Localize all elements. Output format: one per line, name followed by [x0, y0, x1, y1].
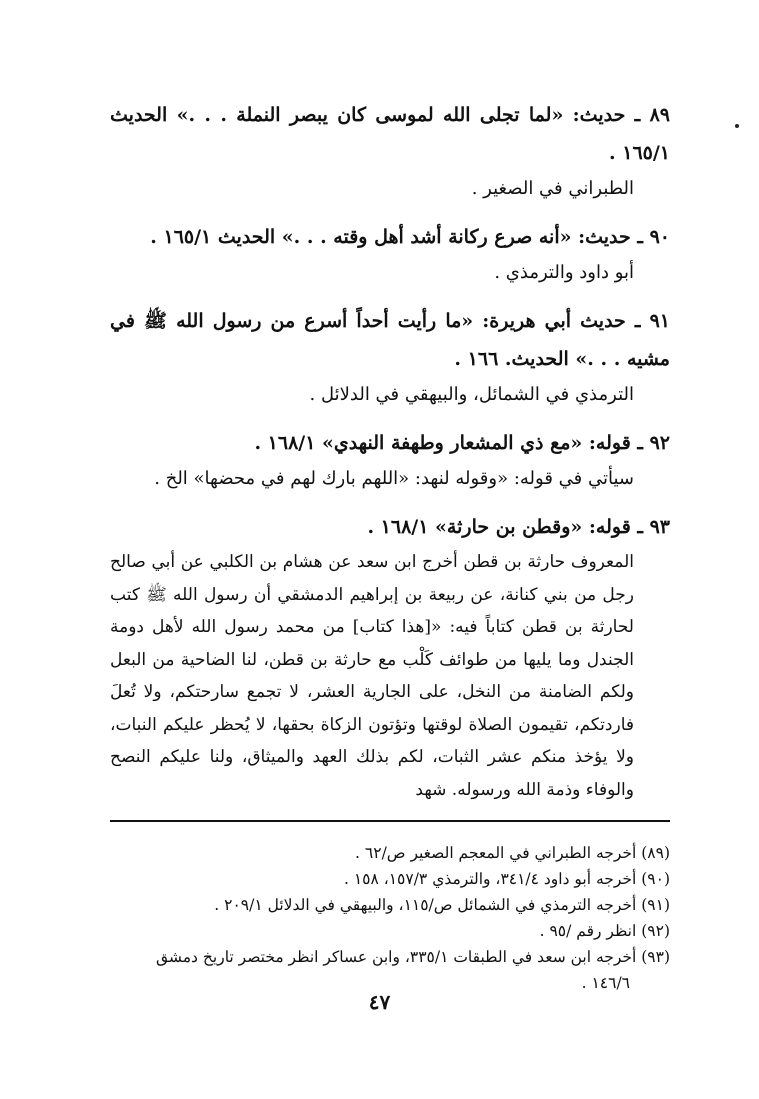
entry-source: الترمذي في الشمائل، والبيهقي في الدلائل . — [309, 384, 634, 405]
footnote-divider — [110, 820, 670, 822]
entry-heading: ٩٣ ـ قوله: «وقطن بن حارثة» ١٦٨/١ . — [367, 516, 670, 538]
entry-heading: ٨٩ ـ حديث: «لما تجلى الله لموسى كان يبصر النملة . . .» الحديث ١٦٥/١ . — [110, 104, 670, 164]
page-content — [110, 96, 670, 996]
margin-mark — [735, 124, 739, 128]
entry-90 — [110, 218, 670, 290]
entry-heading: ٩٢ ـ قوله: «مع ذي المشعار وطهفة النهدي» ١٦٨/١ . — [254, 432, 670, 454]
entry-source: سيأتي في قوله: «وقوله لنهد: «اللهم بارك لهم في محضها» الخ . — [154, 468, 634, 489]
entry-89 — [110, 96, 670, 206]
footnote-91: (٩١) أخرجه الترمذي في الشمائل ص/١١٥، والبيهقي في الدلائل ٢٠٩/١ . — [214, 896, 670, 914]
entry-heading: ٩٠ ـ حديث: «أنه صرع ركانة أشد أهل وقته . . .» الحديث ١٦٥/١ . — [150, 226, 670, 248]
entry-93 — [110, 508, 670, 806]
footnotes — [110, 840, 670, 996]
page-number: ٤٧ — [368, 990, 391, 1014]
footnote-93-continuation: ١٤٦/٦ . — [581, 974, 630, 992]
footnote-90: (٩٠) أخرجه أبو داود ٣٤١/٤، والترمذي ١٥٧/٣، ١٥٨ . — [343, 870, 670, 888]
entry-91 — [110, 302, 670, 412]
entry-92 — [110, 424, 670, 496]
entry-source: الطبراني في الصغير . — [471, 178, 634, 199]
footnote-92: (٩٢) انظر رقم /٩٥ . — [539, 922, 670, 940]
entry-heading: ٩١ ـ حديث أبي هريرة: «ما رأيت أحداً أسرع من رسول الله ﷺ في مشيه . . .» الحديث. ١٦٦ . — [110, 310, 670, 370]
footnote-89: (٨٩) أخرجه الطبراني في المعجم الصغير ص/٦٢ . — [355, 844, 670, 862]
entry-paragraph: المعروف حارثة بن قطن أخرج ابن سعد عن هشام بن الكلبي عن أبي صالح رجل من بني كنانة، عن ربيعة بن إبراهيم الدمشقي أن رسول الله ﷺ كتب لحارثة بن قطن كتاباً فيه: «[هذا كتاب] من محمد رسول الله لأهل دومة الجندل وما يليها من طوائف كَلْب مع حارثة بن قطن، لنا الضاحية من البعل ولكم الضامنة من النخل، على الجارية العشر، لا تجمع سارحتكم، ولا تُعلَ فاردتكم، تقيمون الصلاة لوقتها وتؤتون الزكاة بحقها، لا يُحظر عليكم النبات، ولا يؤخذ منكم عشر الثبات، لكم بذلك العهد والميثاق، ولنا عليكم النصح والوفاء وذمة الله ورسوله. شهد — [110, 552, 634, 800]
entry-source: أبو داود والترمذي . — [494, 262, 634, 283]
footnote-93: (٩٣) أخرجه ابن سعد في الطبقات ٣٣٥/١، وابن عساكر انظر مختصر تاريخ دمشق — [156, 948, 670, 966]
